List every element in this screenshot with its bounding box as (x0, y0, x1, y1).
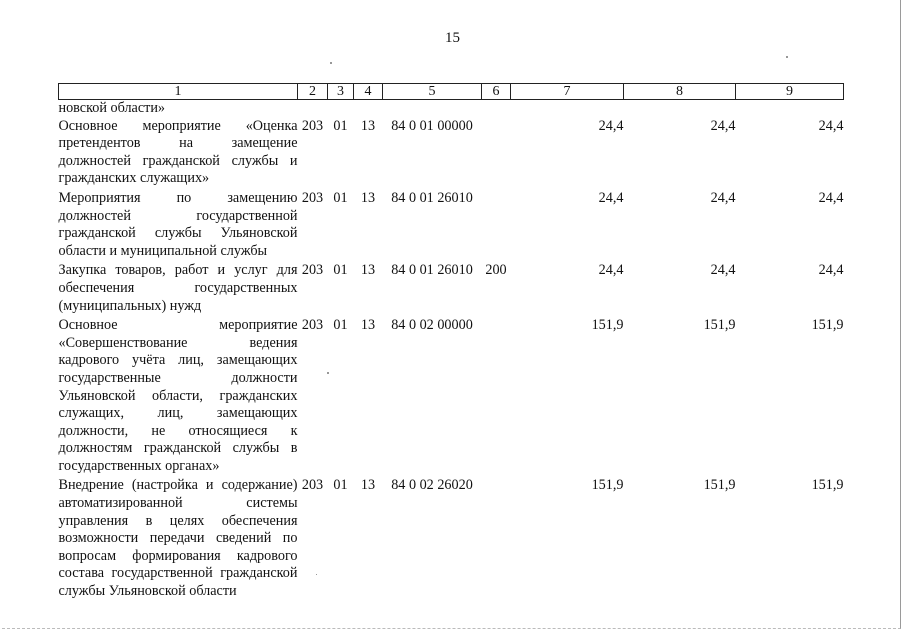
code-subsection: 13 (360, 477, 376, 494)
code-target-article: 84 0 01 26010 (391, 262, 473, 279)
code-expense-type (482, 118, 511, 190)
amount-col-9: 24,4 (818, 262, 844, 279)
header-col-1: 1 (59, 84, 298, 100)
header-col-2: 2 (298, 84, 328, 100)
code-target-article: 84 0 01 00000 (391, 117, 473, 134)
row-name: Мероприятия по замещению должностей государственной гражданской службы Ульяновской области и муниципальной службы (58, 189, 298, 259)
code-target-article: 84 0 02 00000 (391, 317, 473, 334)
code-ministry: 203 (301, 477, 324, 494)
code-section: 01 (333, 117, 348, 134)
code-subsection: 13 (360, 262, 376, 279)
header-col-5: 5 (383, 84, 482, 100)
code-section: 01 (333, 262, 348, 279)
header-col-9: 9 (736, 84, 844, 100)
amount-col-9: 151,9 (811, 317, 844, 334)
amount-col-8: 151,9 (703, 477, 736, 494)
budget-table (58, 83, 844, 603)
code-subsection: 13 (360, 317, 376, 334)
amount-col-8: 24,4 (710, 117, 736, 134)
code-subsection: 13 (360, 117, 376, 134)
header-col-8: 8 (624, 84, 736, 100)
header-col-7: 7 (511, 84, 624, 100)
row-name: Основное мероприятие «Совершенствование ведения кадрового учёта лиц, замещающих государственные должности Ульяновской области, гражданских служащих, лиц, замещающих должности, не относящиеся к должностям гражданской службы в государственных органах» (58, 317, 298, 474)
amount-col-9: 24,4 (818, 117, 844, 134)
code-ministry: 203 (301, 317, 324, 334)
scan-speck (786, 56, 788, 58)
code-ministry: 203 (301, 189, 324, 206)
continuation-row (59, 100, 844, 118)
code-expense-type (482, 317, 511, 477)
amount-col-7: 24,4 (598, 262, 624, 279)
amount-col-8: 24,4 (710, 189, 736, 206)
scan-speck (316, 574, 317, 575)
table-row (59, 118, 844, 190)
amount-col-7: 151,9 (591, 477, 624, 494)
code-expense-type (482, 477, 511, 602)
code-ministry: 203 (301, 117, 324, 134)
code-section: 01 (333, 477, 348, 494)
code-expense-type (482, 190, 511, 262)
code-target-article: 84 0 02 26020 (391, 477, 473, 494)
scan-speck (327, 372, 329, 374)
amount-col-8: 24,4 (710, 262, 736, 279)
amount-col-9: 151,9 (811, 477, 844, 494)
amount-col-9: 24,4 (818, 189, 844, 206)
page-number: 15 (445, 30, 460, 46)
code-section: 01 (333, 317, 348, 334)
table-row (59, 190, 844, 262)
amount-col-7: 24,4 (598, 117, 624, 134)
header-col-6: 6 (482, 84, 511, 100)
header-col-3: 3 (328, 84, 354, 100)
amount-col-7: 151,9 (591, 317, 624, 334)
amount-col-8: 151,9 (703, 317, 736, 334)
table-row (59, 317, 844, 477)
row-name: Закупка товаров, работ и услуг для обеспечения государственных (муниципальных) нужд (58, 262, 298, 314)
amount-col-7: 24,4 (598, 189, 624, 206)
scan-speck (330, 62, 332, 64)
table-row (59, 262, 844, 317)
row-name: Основное мероприятие «Оценка претендентов на замещение должностей гражданской службы и гражданских служащих» (58, 117, 298, 187)
code-subsection: 13 (360, 189, 376, 206)
code-ministry: 203 (301, 262, 324, 279)
row-name: Внедрение (настройка и содержание) автоматизированной системы управления в целях обеспечения возможности передачи сведений по вопросам формирования кадрового состава государственной гражданской службы Ульяновской области (58, 477, 298, 600)
continuation-text: новской области» (58, 100, 166, 116)
code-section: 01 (333, 189, 348, 206)
table-row (59, 477, 844, 602)
header-row (59, 84, 844, 100)
header-col-4: 4 (354, 84, 383, 100)
code-target-article: 84 0 01 26010 (391, 189, 473, 206)
code-expense-type: 200 (485, 262, 507, 279)
